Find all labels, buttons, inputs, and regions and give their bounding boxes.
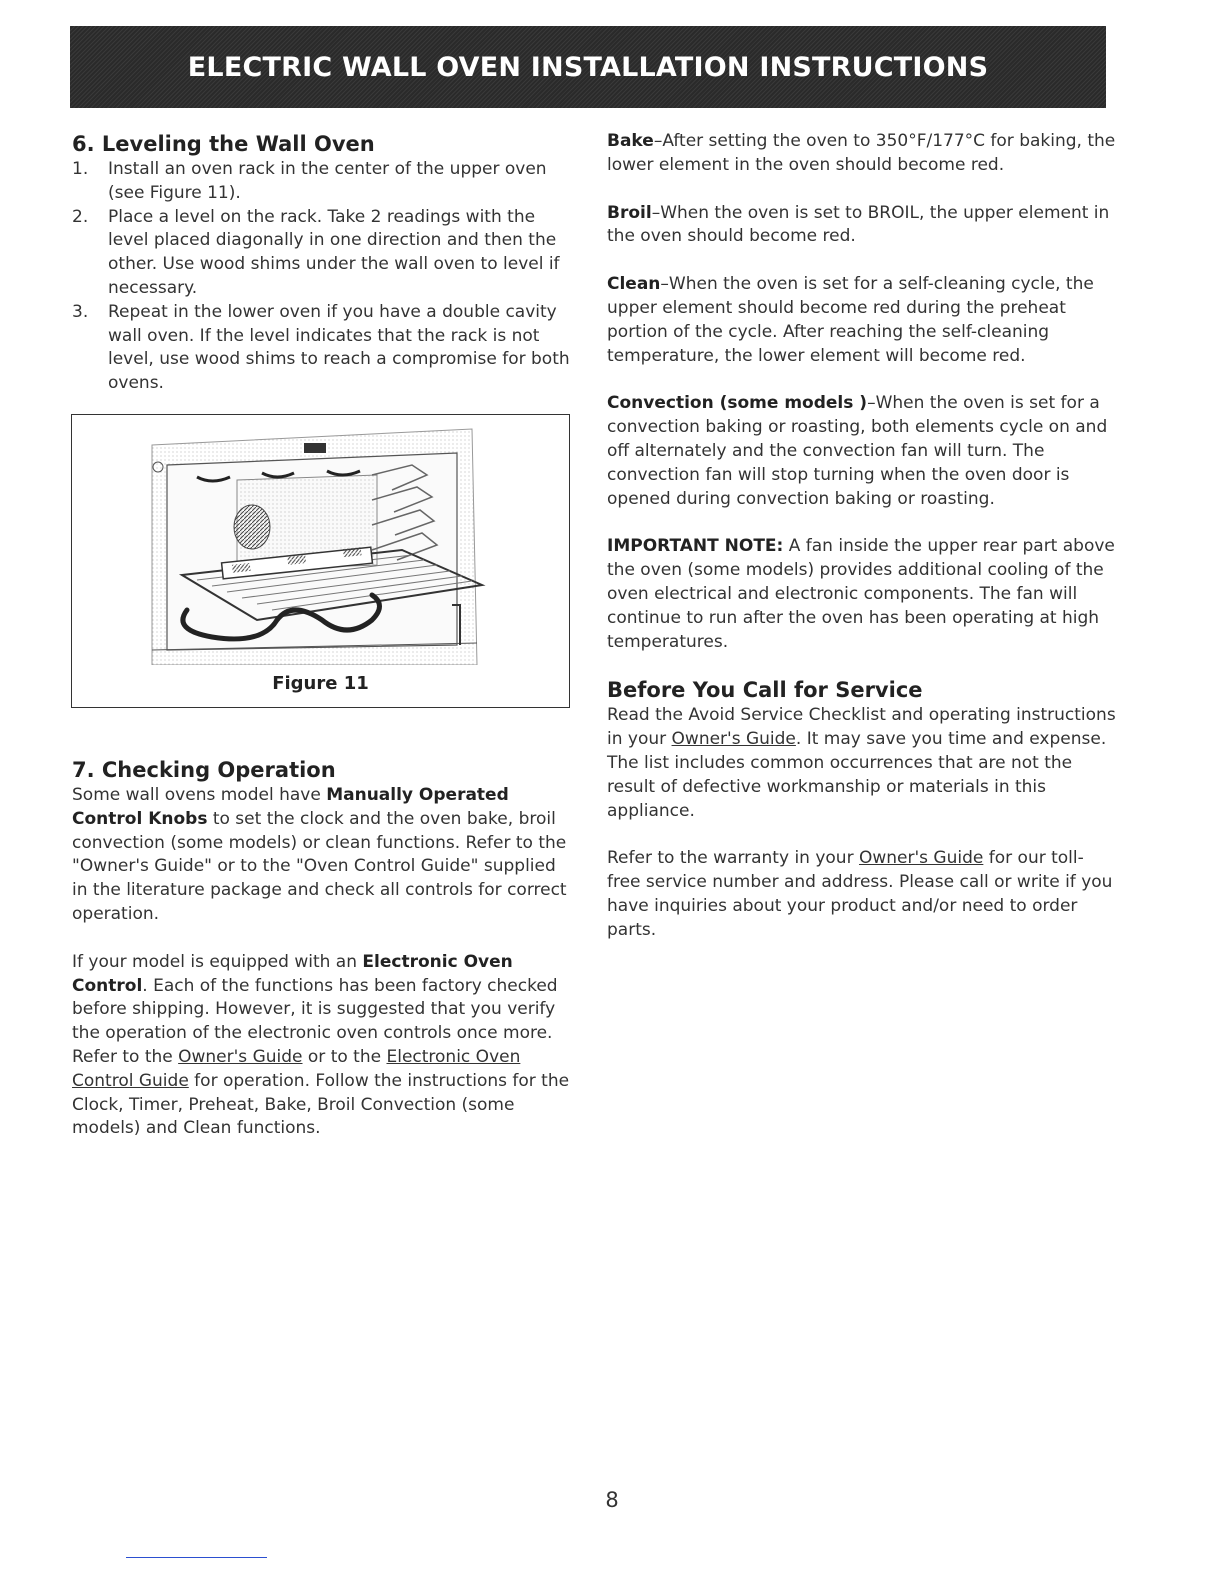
text-span: to set the clock and the oven bake, broil convection (some models) or clean functions. Refer to the "Owner's Guide" or to the "Oven Control Guide" supplied in the literature package and check all controls for correct operation. bbox=[72, 808, 567, 924]
checking-heading: 7. Checking Operation bbox=[72, 758, 336, 782]
left-column bbox=[72, 130, 572, 396]
text-span: Refer to the warranty in your bbox=[607, 848, 859, 869]
text-span: –When the oven is set for a self-cleaning cycle, the upper element should become red during the preheat portion of the cycle. After reaching the self-cleaning temperature, the lower element will become red. bbox=[607, 274, 1094, 366]
text-span: –After setting the oven to 350°F/177°C for baking, the lower element in the oven should become red. bbox=[607, 131, 1116, 175]
step-number: 1. bbox=[72, 159, 89, 179]
bake-paragraph bbox=[607, 130, 1117, 178]
text-span: Some wall ovens model have bbox=[72, 785, 327, 805]
left-column-lower bbox=[72, 756, 572, 1141]
service-paragraph-2 bbox=[607, 847, 1117, 942]
service-heading: Before You Call for Service bbox=[607, 678, 923, 703]
owners-guide-reference: Owner's Guide bbox=[671, 729, 796, 750]
text-span: Read the Avoid Service Checklist and operating instructions in your bbox=[607, 705, 1116, 750]
footer-rule bbox=[126, 1557, 267, 1558]
owners-guide-reference: Owner's Guide bbox=[178, 1046, 303, 1067]
checking-paragraph-2 bbox=[72, 951, 572, 1141]
service-paragraph-1 bbox=[607, 704, 1117, 823]
list-item bbox=[72, 206, 572, 301]
convection-paragraph bbox=[607, 392, 1117, 511]
step-text: Repeat in the lower oven if you have a double cavity wall oven. If the level indicates that the rack is not level, use wood shims to reach a compromise for both ovens. bbox=[108, 301, 570, 394]
step-number: 3. bbox=[72, 301, 89, 322]
owners-guide-reference: Owner's Guide bbox=[858, 848, 984, 869]
leveling-steps bbox=[72, 158, 572, 396]
bold-term: Electronic Oven Control bbox=[72, 951, 513, 996]
checking-paragraph-1 bbox=[72, 784, 572, 927]
figure-11 bbox=[71, 414, 570, 708]
text-span: –When the oven is set for a convection baking or roasting, both elements cycle on and off alternately and the convection fan will turn. The convection fan will stop turning when the oven door is opened during convection baking or roasting. bbox=[607, 393, 1108, 509]
right-column bbox=[607, 130, 1117, 943]
text-span: –When the oven is set to BROIL, the upper element in the oven should become red. bbox=[607, 202, 1110, 247]
header-banner bbox=[70, 26, 1106, 108]
broil-label: Broil bbox=[607, 202, 652, 223]
control-guide-reference: Electronic Oven Control Guide bbox=[72, 1046, 521, 1091]
step-number: 2. bbox=[72, 206, 89, 227]
page-title: ELECTRIC WALL OVEN INSTALLATION INSTRUCTIONS bbox=[187, 51, 989, 83]
clean-paragraph bbox=[607, 273, 1117, 368]
step-text: Install an oven rack in the center of the upper oven (see Figure 11). bbox=[108, 159, 547, 203]
important-note bbox=[607, 535, 1117, 654]
bake-label: Bake bbox=[607, 131, 654, 151]
text-span: . It may save you time and expense. The list includes common occurrences that are not the result of defective workmanship or materials in this appliance. bbox=[607, 729, 1107, 821]
step-text: Place a level on the rack. Take 2 readings with the level placed diagonally in one direction and then the other. Use wood shims under the wall oven to level if necessary. bbox=[108, 206, 560, 298]
figure-caption: Figure 11 bbox=[272, 673, 369, 694]
broil-paragraph bbox=[607, 202, 1117, 250]
text-span: or to the bbox=[302, 1046, 387, 1067]
text-span: A fan inside the upper rear part above the oven (some models) provides additional cooling of the oven electrical and electronic components. The fan will continue to run after the oven has been operating at high temperatures. bbox=[607, 536, 1115, 652]
important-label: IMPORTANT NOTE: bbox=[607, 536, 784, 557]
text-span: for our toll-free service number and address. Please call or write if you have inquiries about your product and/or need to order parts. bbox=[607, 848, 1113, 940]
leveling-heading: 6. Leveling the Wall Oven bbox=[72, 132, 375, 156]
text-span: . Each of the functions has been factory checked before shipping. However, it is suggested that you verify the operation of the electronic oven controls once more. Refer to the bbox=[72, 975, 558, 1067]
convection-label: Convection (some models ) bbox=[607, 393, 868, 414]
clean-label: Clean bbox=[607, 274, 661, 295]
oven-interior-illustration bbox=[72, 415, 568, 665]
text-span: for operation. Follow the instructions for the Clock, Timer, Preheat, Bake, Broil Convection (some models) and Clean functions. bbox=[72, 1070, 570, 1139]
text-span: If your model is equipped with an bbox=[72, 951, 363, 972]
list-item bbox=[72, 301, 572, 396]
page-number: 8 bbox=[605, 1488, 619, 1512]
bold-term: Manually Operated Control Knobs bbox=[72, 785, 509, 829]
list-item bbox=[72, 158, 572, 206]
